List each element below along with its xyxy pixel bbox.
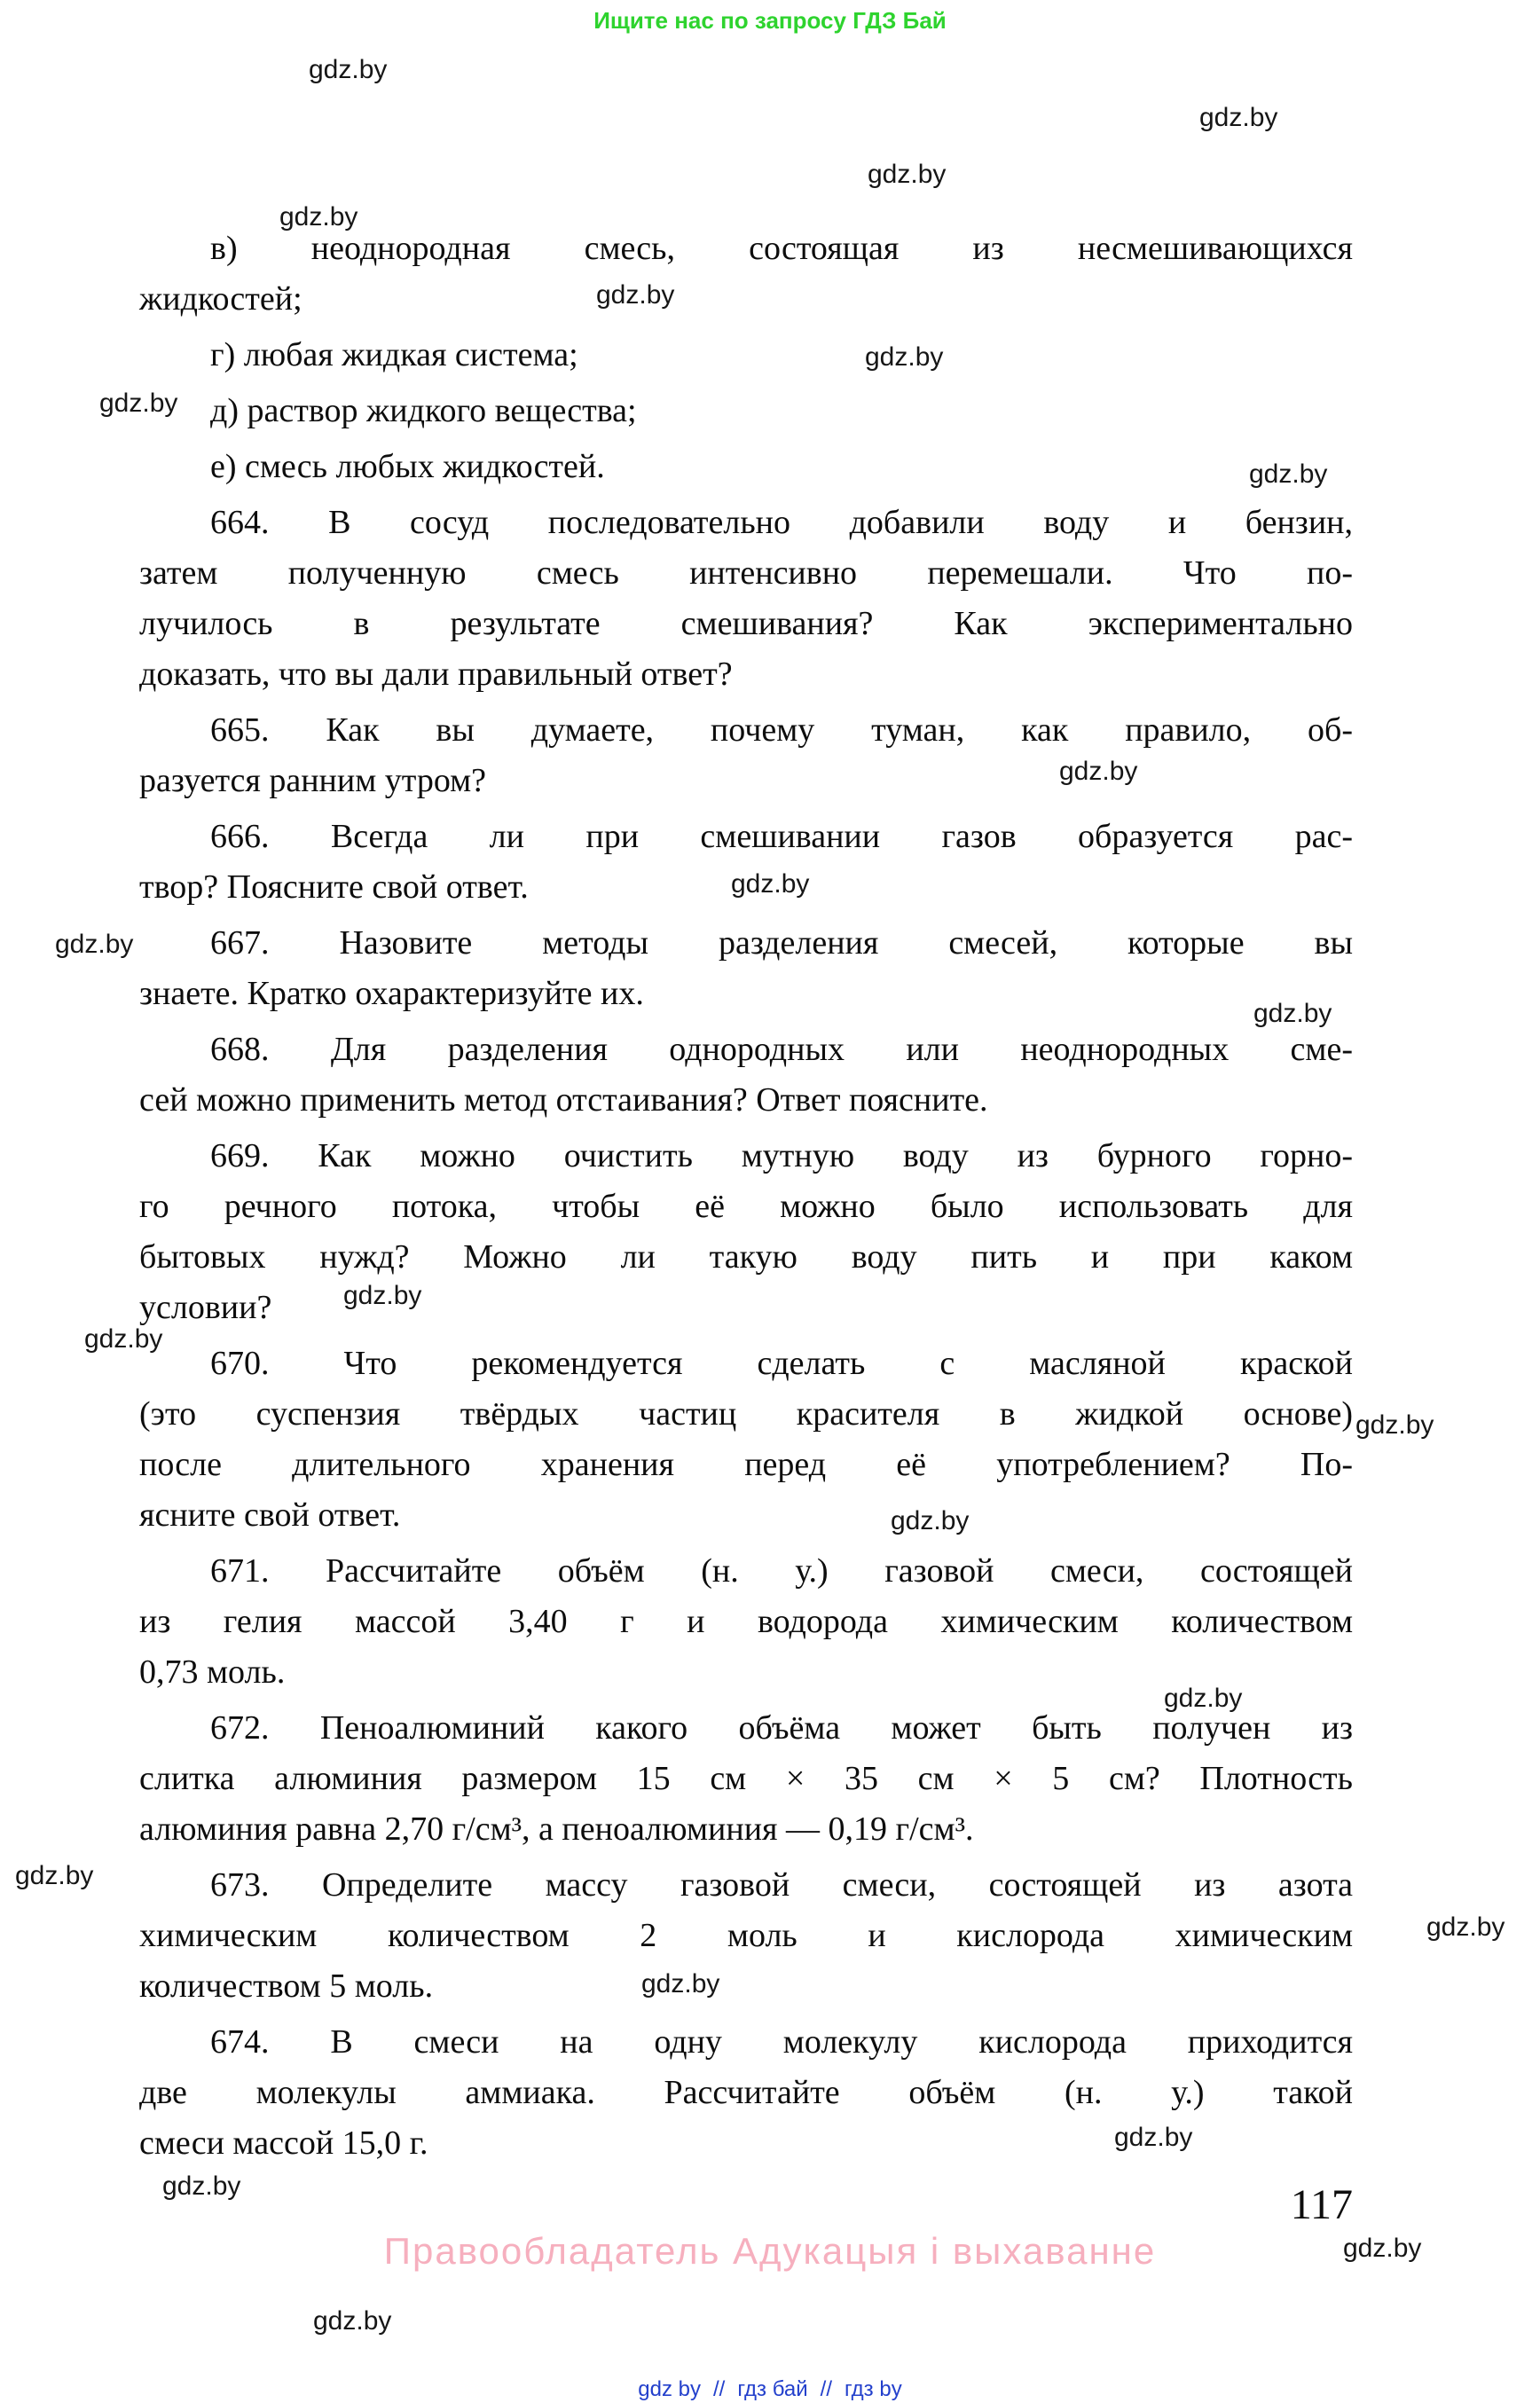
text-line: жидкостей; xyxy=(139,280,302,318)
gdzby-watermark: gdz.by xyxy=(84,1324,163,1354)
footer-link-separator: // xyxy=(713,2377,726,2401)
text-line: д) раствор жидкого вещества; xyxy=(210,392,637,429)
text-line: доказать, что вы дали правильный ответ? xyxy=(139,656,733,693)
text-line: сей можно применить метод отстаивания? Ответ поясните. xyxy=(139,1081,988,1119)
text-line: 667. Назовите методы разделения смесей, которые вы xyxy=(210,924,1353,962)
text-line: слитка алюминия размером 15 см × 35 см × 5 см? Плотность xyxy=(139,1760,1353,1797)
text-line: бытовых нужд? Можно ли такую воду пить и при каком xyxy=(139,1238,1353,1276)
gdzby-watermark: gdz.by xyxy=(731,869,810,899)
text-line: алюминия равна 2,70 г/см³, а пеноалюминия — 0,19 г/см³. xyxy=(139,1810,974,1848)
gdzby-watermark: gdz.by xyxy=(309,55,388,84)
gdzby-watermark: gdz.by xyxy=(343,1281,422,1310)
footer-link-separator: // xyxy=(820,2377,832,2401)
problems-text-block xyxy=(139,224,1353,2169)
gdzby-watermark: gdz.by xyxy=(865,342,944,372)
paragraph xyxy=(139,1546,1353,1698)
text-line: 0,73 моль. xyxy=(139,1653,286,1691)
paragraph xyxy=(139,1860,1353,2012)
gdzby-watermark: gdz.by xyxy=(1343,2234,1422,2263)
gdzby-watermark: gdz.by xyxy=(641,1969,720,1999)
text-line: твор? Поясните свой ответ. xyxy=(139,868,529,906)
paragraph xyxy=(139,1339,1353,1541)
copyright-footer-text: Правообладатель Адукацыя і выхаванне xyxy=(383,2230,1157,2272)
gdzby-watermark: gdz.by xyxy=(1059,757,1138,786)
paragraph xyxy=(139,1131,1353,1333)
gdzby-watermark: gdz.by xyxy=(1114,2123,1193,2152)
text-line: знаете. Кратко охарактеризуйте их. xyxy=(139,975,644,1012)
gdzby-watermark: gdz.by xyxy=(596,280,675,310)
text-line: ясните свой ответ. xyxy=(139,1496,401,1534)
paragraph xyxy=(139,2017,1353,2169)
text-line: 674. В смеси на одну молекулу кислорода приходится xyxy=(210,2023,1353,2061)
footer-link[interactable]: гдз by xyxy=(845,2377,902,2401)
text-line: 672. Пеноалюминий какого объёма может быть получен из xyxy=(210,1709,1353,1747)
text-line: (это суспензия твёрдых частиц красителя в жидкой основе) xyxy=(139,1395,1353,1433)
gdzby-watermark: gdz.by xyxy=(55,930,134,959)
text-line: из гелия массой 3,40 г и водорода химическим количеством xyxy=(139,1603,1353,1640)
gdzby-watermark: gdz.by xyxy=(1164,1684,1243,1713)
paragraph xyxy=(139,498,1353,700)
text-line: количеством 5 моль. xyxy=(139,1967,434,2005)
paragraph xyxy=(139,705,1353,806)
gdzby-watermark: gdz.by xyxy=(279,202,358,232)
paragraph xyxy=(139,812,1353,913)
gdzby-watermark: gdz.by xyxy=(891,1506,970,1535)
text-line: 665. Как вы думаете, почему туман, как правило, об- xyxy=(210,711,1353,749)
gdzby-watermark: gdz.by xyxy=(1199,103,1278,132)
footer-links xyxy=(0,2377,1540,2402)
gdzby-watermark: gdz.by xyxy=(99,389,178,418)
text-line: го речного потока, чтобы её можно было использовать для xyxy=(139,1188,1353,1225)
text-line: лучилось в результате смешивания? Как экспериментально xyxy=(139,605,1353,642)
text-line: химическим количеством 2 моль и кислорода химическим xyxy=(139,1917,1353,1954)
paragraph xyxy=(139,918,1353,1019)
text-line: 673. Определите массу газовой смеси, состоящей из азота xyxy=(210,1866,1353,1904)
footer-link[interactable]: gdz by xyxy=(638,2377,701,2401)
text-line: разуется ранним утром? xyxy=(139,762,487,799)
text-line: в) неоднородная смесь, состоящая из несмешивающихся xyxy=(210,230,1353,267)
page-number: 117 xyxy=(1290,2181,1353,2228)
footer-link[interactable]: гдз бай xyxy=(737,2377,808,2401)
gdzby-watermark: gdz.by xyxy=(1355,1410,1434,1440)
paragraph xyxy=(139,386,1353,436)
promo-header-text: Ищите нас по запросу ГДЗ Бай xyxy=(593,7,947,34)
gdzby-watermark: gdz.by xyxy=(1426,1912,1505,1942)
text-line: две молекулы аммиака. Рассчитайте объём (н. у.) такой xyxy=(139,2074,1353,2111)
paragraph xyxy=(139,224,1353,325)
text-line: е) смесь любых жидкостей. xyxy=(210,448,605,485)
text-line: 664. В сосуд последовательно добавили воду и бензин, xyxy=(210,504,1353,541)
text-line: 668. Для разделения однородных или неоднородных сме- xyxy=(210,1031,1353,1068)
gdzby-watermark: gdz.by xyxy=(1249,459,1328,489)
gdzby-watermark: gdz.by xyxy=(15,1861,94,1890)
paragraph xyxy=(139,330,1353,381)
text-line: смеси массой 15,0 г. xyxy=(139,2124,428,2162)
text-line: после длительного хранения перед её употреблением? По- xyxy=(139,1446,1353,1483)
gdzby-watermark: gdz.by xyxy=(1253,999,1332,1028)
text-line: 670. Что рекомендуется сделать с масляной краской xyxy=(210,1345,1353,1382)
text-line: г) любая жидкая система; xyxy=(210,336,578,373)
text-line: 671. Рассчитайте объём (н. у.) газовой смеси, состоящей xyxy=(210,1552,1353,1590)
text-line: 669. Как можно очистить мутную воду из бурного горно- xyxy=(210,1137,1353,1174)
gdzby-watermark: gdz.by xyxy=(313,2306,392,2336)
gdzby-watermark: gdz.by xyxy=(868,160,947,189)
text-line: затем полученную смесь интенсивно перемешали. Что по- xyxy=(139,554,1353,592)
text-line: условии? xyxy=(139,1289,272,1326)
paragraph xyxy=(139,1025,1353,1126)
text-line: 666. Всегда ли при смешивании газов образуется рас- xyxy=(210,818,1353,855)
gdzby-watermark: gdz.by xyxy=(162,2171,241,2201)
paragraph xyxy=(139,1703,1353,1855)
paragraph xyxy=(139,442,1353,492)
